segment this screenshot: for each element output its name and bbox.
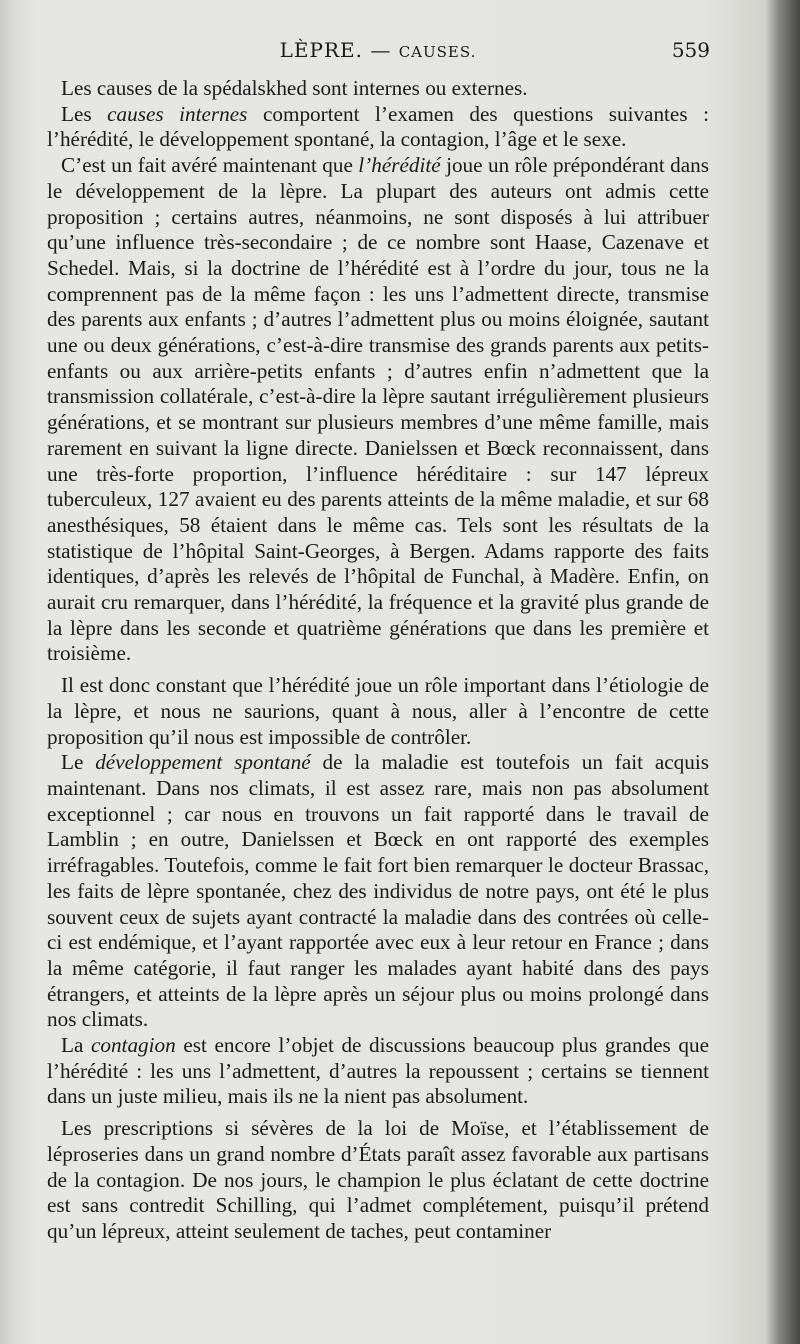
text-run: est encore l’objet de discussions beaucoup plus grandes que l’hérédité : les uns l’admettent, d’autres la repoussent ; certains se tiennent dans un juste milieu, mais ils ne la nient pas absolument. — [47, 1033, 710, 1109]
paragraph — [47, 750, 709, 1033]
paragraph — [47, 1033, 709, 1110]
page-spine-shadow — [766, 0, 800, 1344]
running-title-sub: CAUSES. — [398, 43, 477, 61]
paragraph — [47, 673, 709, 750]
body-text — [47, 76, 709, 1245]
running-title-separator: — — [362, 38, 399, 62]
text-run: comportent l’examen des questions suivantes : l’hérédité, le développement spontané, la contagion, l’âge et le sexe. — [47, 101, 710, 152]
text-run: Les — [61, 101, 108, 126]
text-run: de la maladie est toutefois un fait acquis maintenant. Dans nos climats, il est assez rare, mais non pas absolument exceptionnel ; car nous en trouvons un fait rapporté dans le travail de Lamblin ; en outre, Danielssen et Bœck en ont rapporté des exemples irréfragables. Toutefois, comme le fait fort bien remarquer le docteur Brassac, les faits de lèpre spontanée, chez des individus de notre pays, ont été le plus souvent ceux de sujets ayant contracté la maladie dans des contrées où celle-ci est endémique, et l’ayant rapportée avec eux à leur retour en France ; dans la même catégorie, il faut ranger les malades ayant habité dans des pays étrangers, et atteints de la lèpre après un séjour plus ou moins prolongé dans nos climats. — [47, 750, 709, 1032]
text-run: joue un rôle prépondérant dans le développement de la lèpre. La plupart des auteurs ont admis cette proposition ; certains autres, néanmoins, ne sont disposés à lui attribuer qu’une influence très-secondaire ; de ce nombre sont Haase, Cazenave et Schedel. Mais, si la doctrine de l’hérédité est à l’ordre du jour, tous ne la comprennent pas de la même façon : les uns l’admettent directe, transmise des parents aux enfants ; d’autres l’admettent plus ou moins éloignée, sautant une ou deux générations, c’est-à-dire transmise des grands parents aux petits-enfants ou aux arrière-petits enfants ; d’autres enfin n’admettent que la transmission collatérale, c’est-à-dire la lèpre sautant irrégulièrement plusieurs générations, et se montrant sur plusieurs membres d’une même famille, mais rarement en suivant la ligne directe. Danielssen et Bœck reconnaissent, dans une très-forte proportion, l’influence héréditaire : sur 147 lépreux tuberculeux, 127 avaient eu des parents atteints de la même maladie, et sur 68 anesthésiques, 58 étaient dans le même cas. Tels sont les résultats de la statistique de l’hôpital Saint-Georges, à Bergen. Adams rapporte des faits identiques, d’après les relevés de l’hôpital de Funchal, à Madère. Enfin, on aurait cru remarquer, dans l’hérédité, la fréquence et la gravité plus grande de la lèpre dans les seconde et quatrième générations que dans les première et troisième. — [47, 153, 709, 666]
paragraph — [47, 1116, 709, 1245]
italic-term: causes internes — [107, 101, 248, 126]
italic-term: développement spontané — [95, 750, 311, 775]
text-run: Le — [61, 750, 96, 775]
paragraph — [47, 153, 709, 667]
text-run: La — [61, 1033, 91, 1058]
running-title-main: LÈPRE. — [279, 38, 363, 62]
text-run: Les prescriptions si sévères de la loi de Moïse, et l’établissement de léproseries dans un grand nombre d’États paraît assez favorable aux partisans de la contagion. De nos jours, le champion le plus éclatant de cette doctrine est sans contredit Schilling, qui l’admet complétement, puisqu’il prétend qu’un lépreux, atteint seulement de taches, peut contaminer — [47, 1116, 709, 1243]
italic-term: l’hérédité — [358, 153, 441, 178]
paragraph — [47, 102, 709, 153]
text-run: Il est donc constant que l’hérédité joue un rôle important dans l’étiologie de la lèpre, et nous ne saurions, quant à nous, aller à l’encontre de cette proposition qu’il nous est impossible de contrôler. — [47, 673, 709, 749]
running-title — [46, 38, 710, 62]
text-run: Les causes de la spédalskhed sont internes ou externes. — [61, 76, 528, 100]
paragraph — [47, 76, 709, 102]
page-number: 559 — [671, 38, 710, 62]
running-header — [46, 38, 710, 68]
italic-term: contagion — [90, 1033, 176, 1058]
text-run: C’est un fait avéré maintenant que — [61, 153, 359, 178]
